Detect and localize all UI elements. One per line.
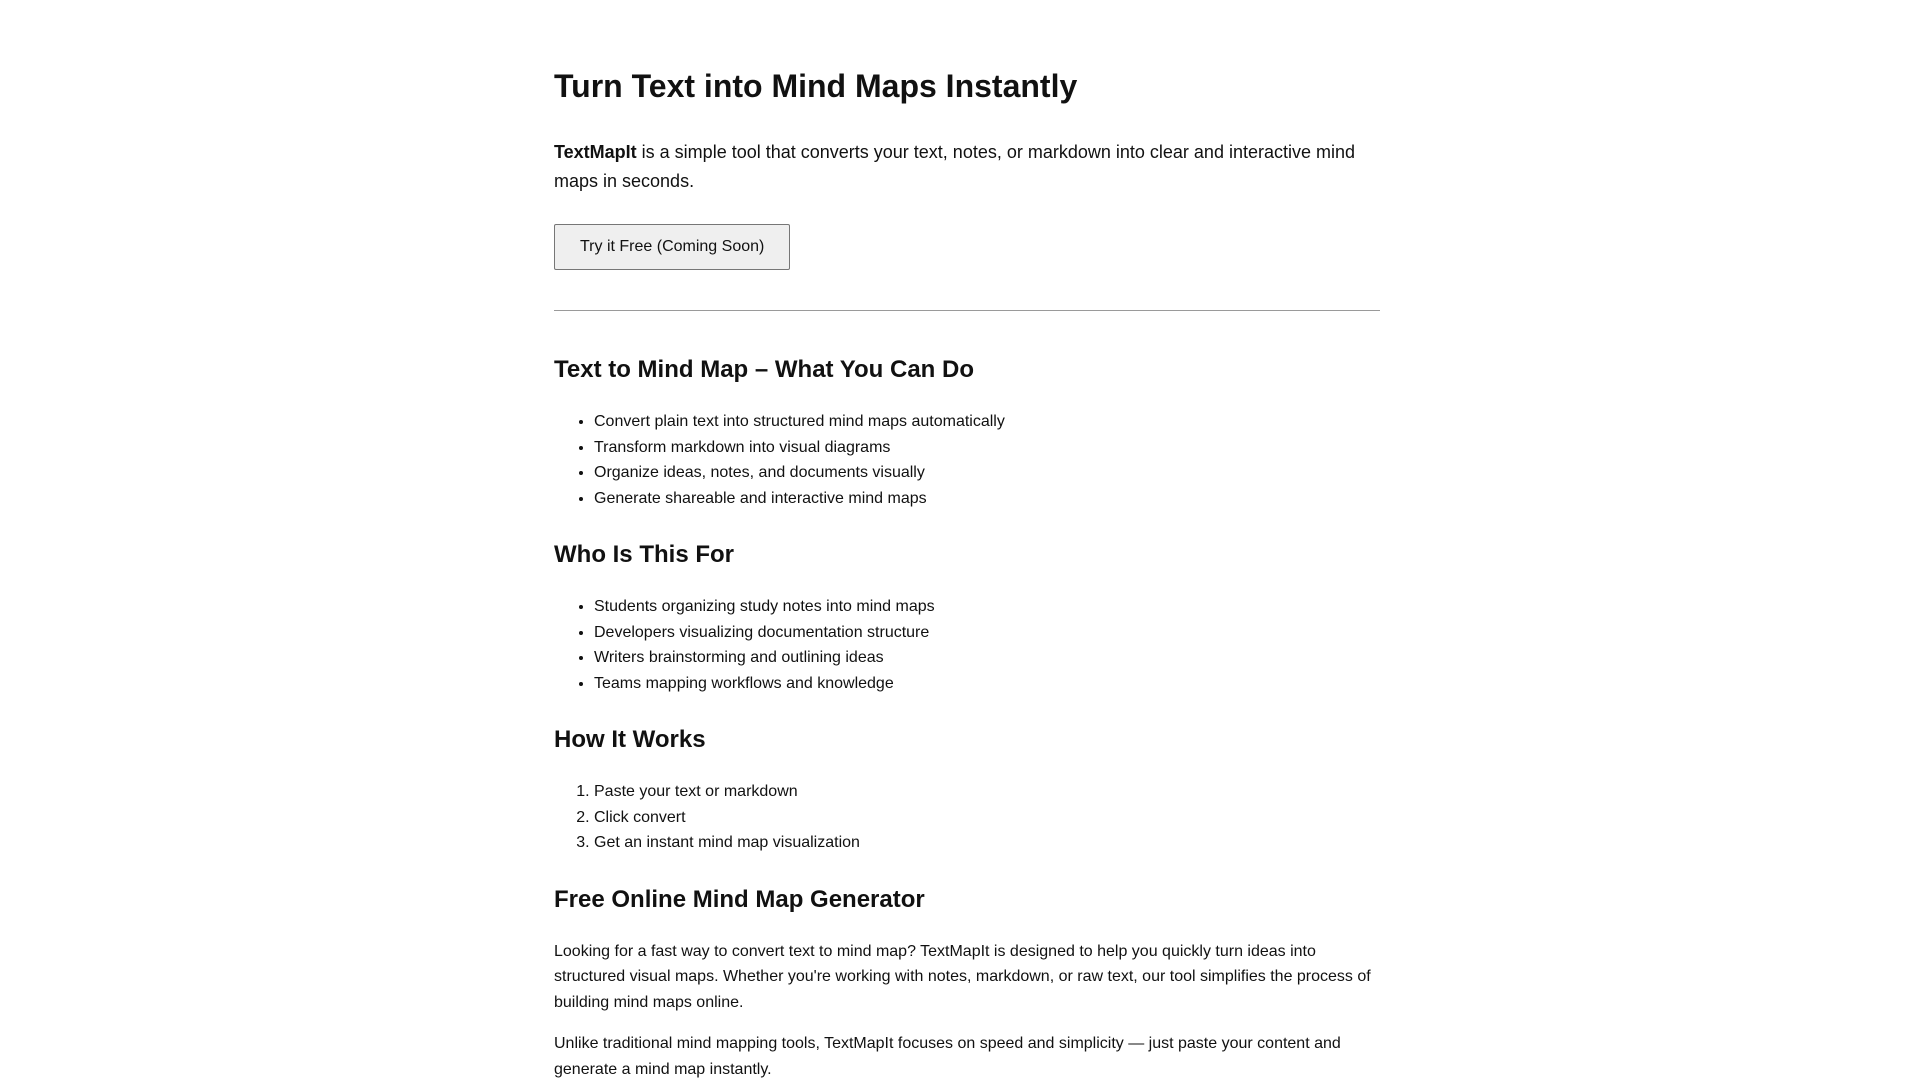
list-item: • Students organizing study notes into mind maps <box>594 594 1380 620</box>
page-content <box>554 0 1380 1080</box>
how-it-works-section <box>554 725 1380 856</box>
intro-text: is a simple tool that converts your text, notes, or markdown into clear and interactive mind maps in seconds. <box>554 142 1356 191</box>
step-item: 3. Get an instant mind map visualization <box>594 830 1380 856</box>
list-item: • Teams mapping workflows and knowledge <box>594 671 1380 697</box>
list-item: • Writers brainstorming and outlining ideas <box>594 645 1380 671</box>
features-list <box>554 409 1380 511</box>
generator-paragraph: Unlike traditional mind mapping tools, TextMapIt focuses on speed and simplicity — just paste your content and generate a mind map instantly. <box>554 1035 1341 1078</box>
audience-section <box>554 540 1380 696</box>
divider <box>554 310 1380 311</box>
audience-heading: Who Is This For <box>554 541 734 568</box>
page-title: Turn Text into Mind Maps Instantly <box>554 68 1078 104</box>
steps-list <box>554 779 1380 856</box>
list-item: • Generate shareable and interactive mind maps <box>594 486 1380 512</box>
features-heading: Text to Mind Map – What You Can Do <box>554 356 974 383</box>
step-item: 1. Paste your text or markdown <box>594 779 1380 805</box>
generator-paragraph: Looking for a fast way to convert text to mind map? TextMapIt is designed to help you quickly turn ideas into structured visual maps. Whether you're working with notes, markdown, or raw text, our tool simplifies the process of building mind maps online. <box>554 942 1371 1011</box>
audience-list <box>554 594 1380 696</box>
step-item: 2. Click convert <box>594 805 1380 831</box>
features-section <box>554 355 1380 511</box>
brand-name: TextMapIt <box>554 142 637 162</box>
intro-paragraph <box>554 138 1380 196</box>
list-item: • Convert plain text into structured mind maps automatically <box>594 409 1380 435</box>
list-item: • Developers visualizing documentation structure <box>594 620 1380 646</box>
generator-section <box>554 885 1380 1080</box>
generator-heading: Free Online Mind Map Generator <box>554 885 925 913</box>
list-item: • Organize ideas, notes, and documents visually <box>594 460 1380 486</box>
how-it-works-heading: How It Works <box>554 726 706 753</box>
list-item: • Transform markdown into visual diagrams <box>594 435 1380 461</box>
try-free-button[interactable]: Try it Free (Coming Soon) <box>554 224 790 270</box>
